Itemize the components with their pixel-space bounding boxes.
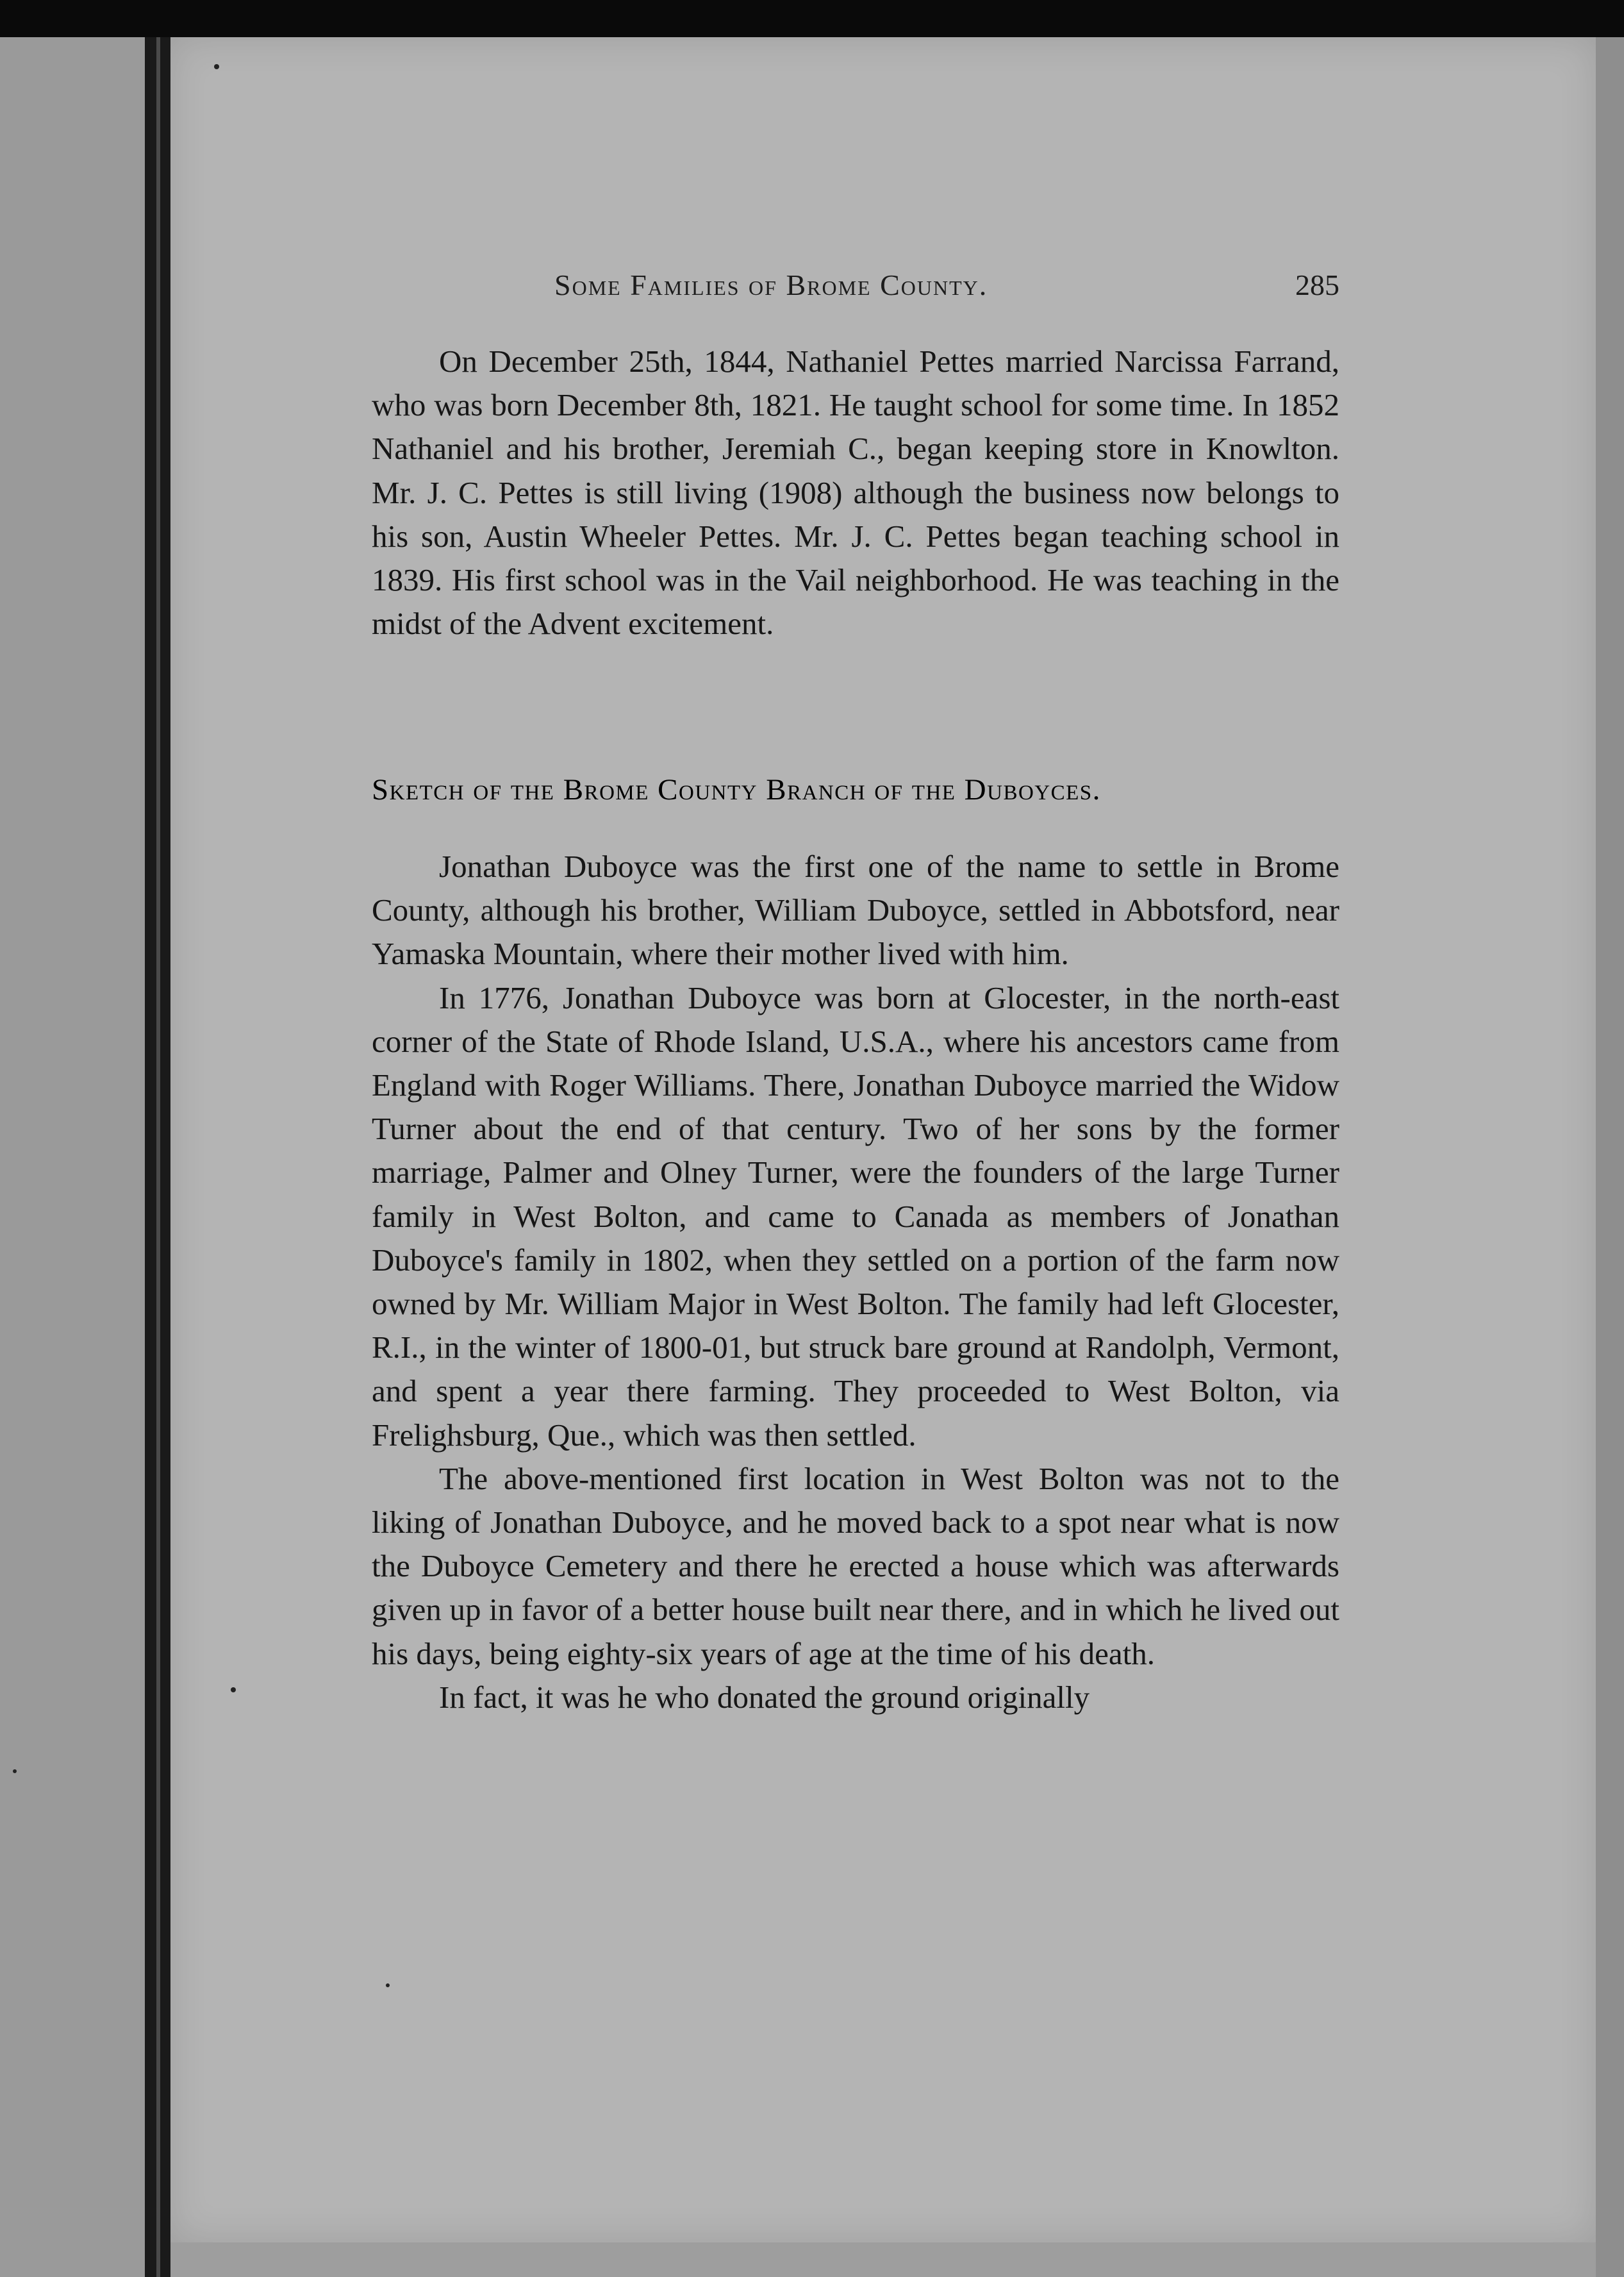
paragraph-text: On December 25th, 1844, Nathaniel Pettes married Narcissa Farrand, who was born December 8th, 1821. He taught school for some time. In 1852 Nathaniel and his brother, Jeremiah C., began keeping store in Knowlton. Mr. J. C. Pettes is still living (1908) although the business now belongs to his son, Austin Wheeler Pettes. Mr. J. C. Pettes began teaching school in 1839. His first school was in the Vail neighborhood. He was teaching in the midst of the Advent excitement. (372, 344, 1339, 642)
scan-speck (214, 64, 219, 69)
paragraph-text: The above-mentioned first location in West Bolton was not to the liking of Jonathan Duboyce, and he moved back to a spot near what is now the Duboyce Cemetery and there he erected a house which was afterwards given up in favor of a better house built near there, and in which he lived out his days, being eighty-six years of age at the time of his death. (372, 1460, 1339, 1671)
scan-speck (231, 1687, 236, 1692)
paragraph-text: In 1776, Jonathan Duboyce was born at Glocester, in the north-east corner of the State of Rhode Island, U.S.A., where his ancestors came from England with Roger Williams. There, Jonathan Duboyce married the Widow Turner about the end of that century. Two of her sons by the former marriage, Palmer and Olney Turner, were the founders of the large Turner family in West Bolton, and came to Canada as members of Jonathan Duboyce's family in 1802, when they settled on a portion of the farm now owned by Mr. William Major in West Bolton. The family had left Glocester, R.I., in the winter of 1800-01, but struck bare ground at Randolph, Vermont, and spent a year there farming. They proceeded to West Bolton, via Frelighsburg, Que., which was then settled. (372, 980, 1339, 1453)
scan-speck (386, 1983, 390, 1987)
page-number: 285 (1295, 269, 1339, 301)
section-heading: Sketch of the Brome County Branch of the Duboyces. (372, 773, 1101, 806)
page-bottom-edge (170, 2242, 1596, 2277)
facing-page-edge (0, 37, 145, 2277)
section-body (372, 845, 1339, 1719)
page-right-edge (1596, 37, 1624, 2277)
scan-speck (13, 1769, 17, 1773)
running-header (372, 262, 1339, 306)
paragraph-text: In fact, it was he who donated the ground originally (439, 1679, 1090, 1715)
paragraph-text: Jonathan Duboyce was the first one of the name to settle in Brome County, although his brother, William Duboyce, settled in Abbotsford, near Yamaska Mountain, where their mother lived with him. (372, 849, 1339, 972)
book-spine-highlight (156, 37, 160, 2277)
running-header-title: Some Families of Brome County. (554, 269, 988, 301)
paragraph-pettes (372, 340, 1339, 646)
